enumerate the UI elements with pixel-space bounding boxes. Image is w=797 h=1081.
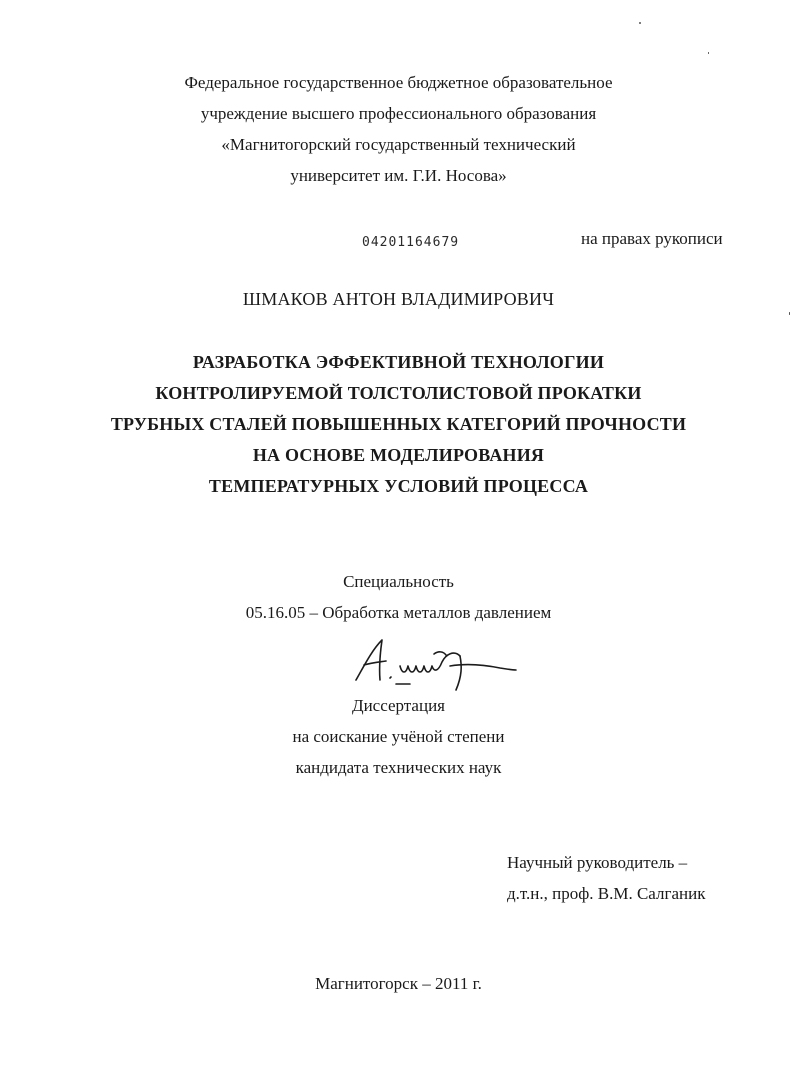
handwritten-signature — [350, 632, 520, 694]
dissertation-label: Диссертация — [351, 696, 445, 715]
title-line-1: РАЗРАБОТКА ЭФФЕКТИВНОЙ ТЕХНОЛОГИИ — [192, 352, 605, 372]
specialty-label: Специальность — [343, 572, 454, 591]
organization-line-4: университет им. Г.И. Носова» — [290, 166, 507, 185]
city-year-footer: Магнитогорск – 2011 г. — [315, 974, 482, 993]
organization-line-3: «Магнитогорский государственный технический — [221, 135, 576, 154]
scan-speck — [639, 22, 641, 24]
document-code: 04201164679 — [362, 235, 460, 250]
title-line-2: КОНТРОЛИРУЕМОЙ ТОЛСТОЛИСТОВОЙ ПРОКАТКИ — [155, 383, 642, 403]
organization-line-1: Федеральное государственное бюджетное образовательное — [184, 73, 613, 92]
organization-line-2: учреждение высшего профессионального образования — [200, 104, 597, 123]
title-line-3: ТРУБНЫХ СТАЛЕЙ ПОВЫШЕННЫХ КАТЕГОРИЙ ПРОЧНОСТИ — [110, 414, 687, 434]
supervisor-label: Научный руководитель – — [507, 853, 688, 872]
scan-speck — [789, 312, 790, 315]
specialty-value: 05.16.05 – Обработка металлов давлением — [245, 603, 552, 622]
scan-speck — [708, 52, 709, 54]
degree-field-line: кандидата технических наук — [295, 758, 502, 777]
title-line-5: ТЕМПЕРАТУРНЫХ УСЛОВИЙ ПРОЦЕССА — [208, 476, 589, 496]
degree-line: на соискание учёной степени — [292, 727, 505, 746]
author-name: ШМАКОВ АНТОН ВЛАДИМИРОВИЧ — [242, 289, 555, 309]
rights-note: на правах рукописи — [581, 229, 723, 248]
title-line-4: НА ОСНОВЕ МОДЕЛИРОВАНИЯ — [252, 445, 545, 465]
supervisor-name: д.т.н., проф. В.М. Салганик — [507, 884, 706, 903]
